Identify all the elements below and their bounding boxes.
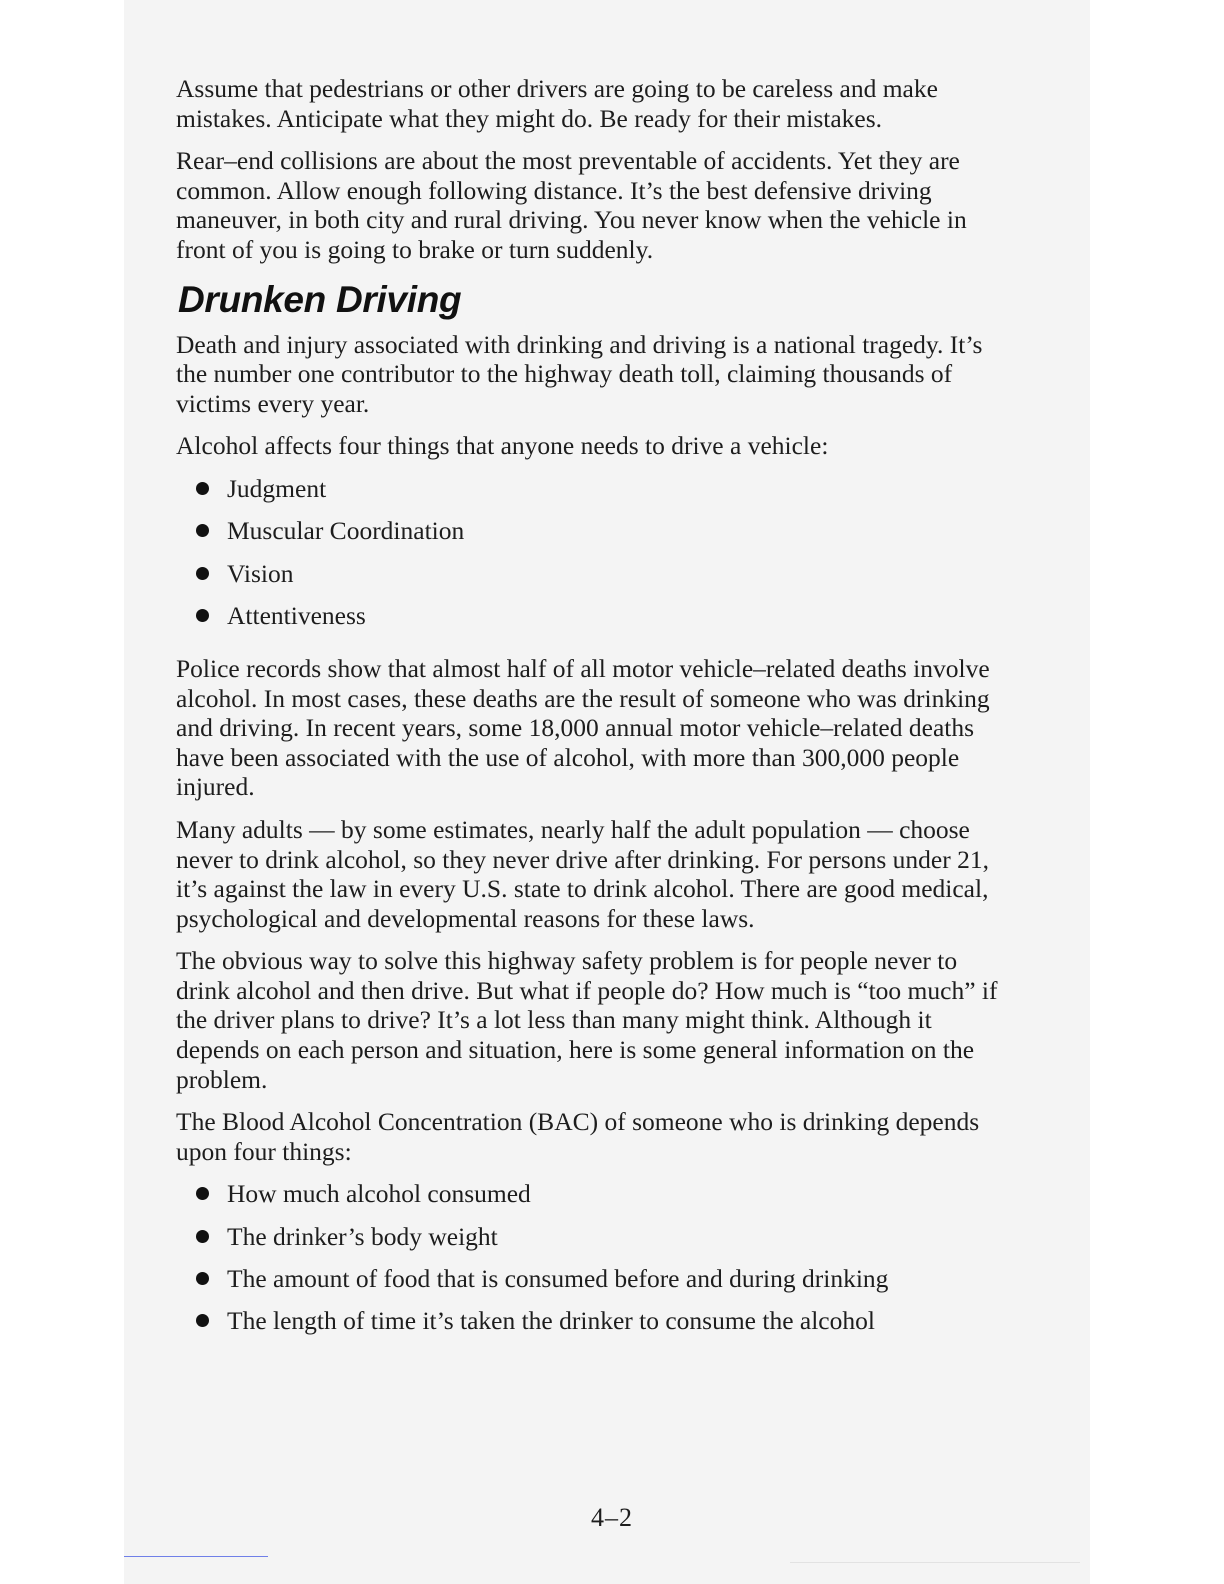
paragraph-police-records: Police records show that almost half of all motor vehicle–related deaths involve alcohol. In most cases, these deaths are the result of someone who was drinking and driving. In recent years, some 18,000 annual motor vehicle–related deaths have been associated with the use of alcohol, with more than 300,000 people injured. [176,653,990,802]
list-item [176,559,1016,602]
bac-factors-list [176,1179,1016,1348]
list-item-text: Attentiveness [227,601,366,631]
list-item-text: The drinker’s body weight [227,1221,498,1251]
list-item [176,1306,1016,1348]
bullet-icon [196,609,209,622]
paragraph-obvious-way: The obvious way to solve this highway safety problem is for people never to drink alcohol and then drive. But what if people do? How much is “too much” if the driver plans to drive? It’s a lot less than many might think. Although it depends on each person and situation, here is some general information on the problem. [176,946,998,1094]
list-item-text: How much alcohol consumed [227,1179,531,1209]
paragraph-bac: The Blood Alcohol Concentration (BAC) of someone who is drinking depends upon four things: [176,1107,980,1166]
alcohol-effects-list [176,474,1016,644]
list-item [176,1264,1016,1306]
paragraph-many-adults: Many adults — by some estimates, nearly half the adult population — choose never to drink alcohol, so they never drive after drinking. For persons under 21, it’s against the law in every U.S. state to drink alcohol. There are good medical, psychological and developmental reasons for these laws. [176,814,989,933]
list-item [176,516,1016,559]
paragraph-alcohol-affects: Alcohol affects four things that anyone needs to drive a vehicle: [176,431,829,461]
bullet-icon [196,482,209,495]
paragraph-anticipate-mistakes: Assume that pedestrians or other drivers are going to be careless and make mistakes. Anticipate what they might do. Be ready for their mistakes. [176,74,938,133]
list-item-text: The length of time it’s taken the drinker to consume the alcohol [227,1306,875,1336]
bullet-icon [196,1272,209,1285]
section-heading: Drunken Driving [178,278,462,320]
list-item [176,1222,1016,1264]
list-item-text: Judgment [227,473,327,503]
list-item-text: Vision [227,558,294,588]
bullet-icon [196,567,209,580]
list-item [176,601,1016,644]
paragraph-national-tragedy: Death and injury associated with drinking and driving is a national tragedy. It’s the number one contributor to the highway death toll, claiming thousands of victims every year. [176,329,983,418]
bullet-icon [196,524,209,537]
list-item [176,1179,1016,1221]
list-item-text: The amount of food that is consumed before and during drinking [227,1264,889,1294]
list-item [176,474,1016,517]
footer-divider [124,1556,268,1557]
page-content [176,74,1016,1359]
footer-divider-right [790,1562,1080,1563]
list-item-text: Muscular Coordination [227,516,465,546]
bullet-icon [196,1314,209,1327]
bullet-icon [196,1230,209,1243]
page-number: 4–2 [591,1503,633,1532]
bullet-icon [196,1187,209,1200]
paragraph-rear-end-collisions: Rear–end collisions are about the most preventable of accidents. Yet they are common. Allow enough following distance. It’s the best defensive driving maneuver, in both city and rural driving. You never know when the vehicle in front of you is going to brake or turn suddenly. [176,146,967,264]
